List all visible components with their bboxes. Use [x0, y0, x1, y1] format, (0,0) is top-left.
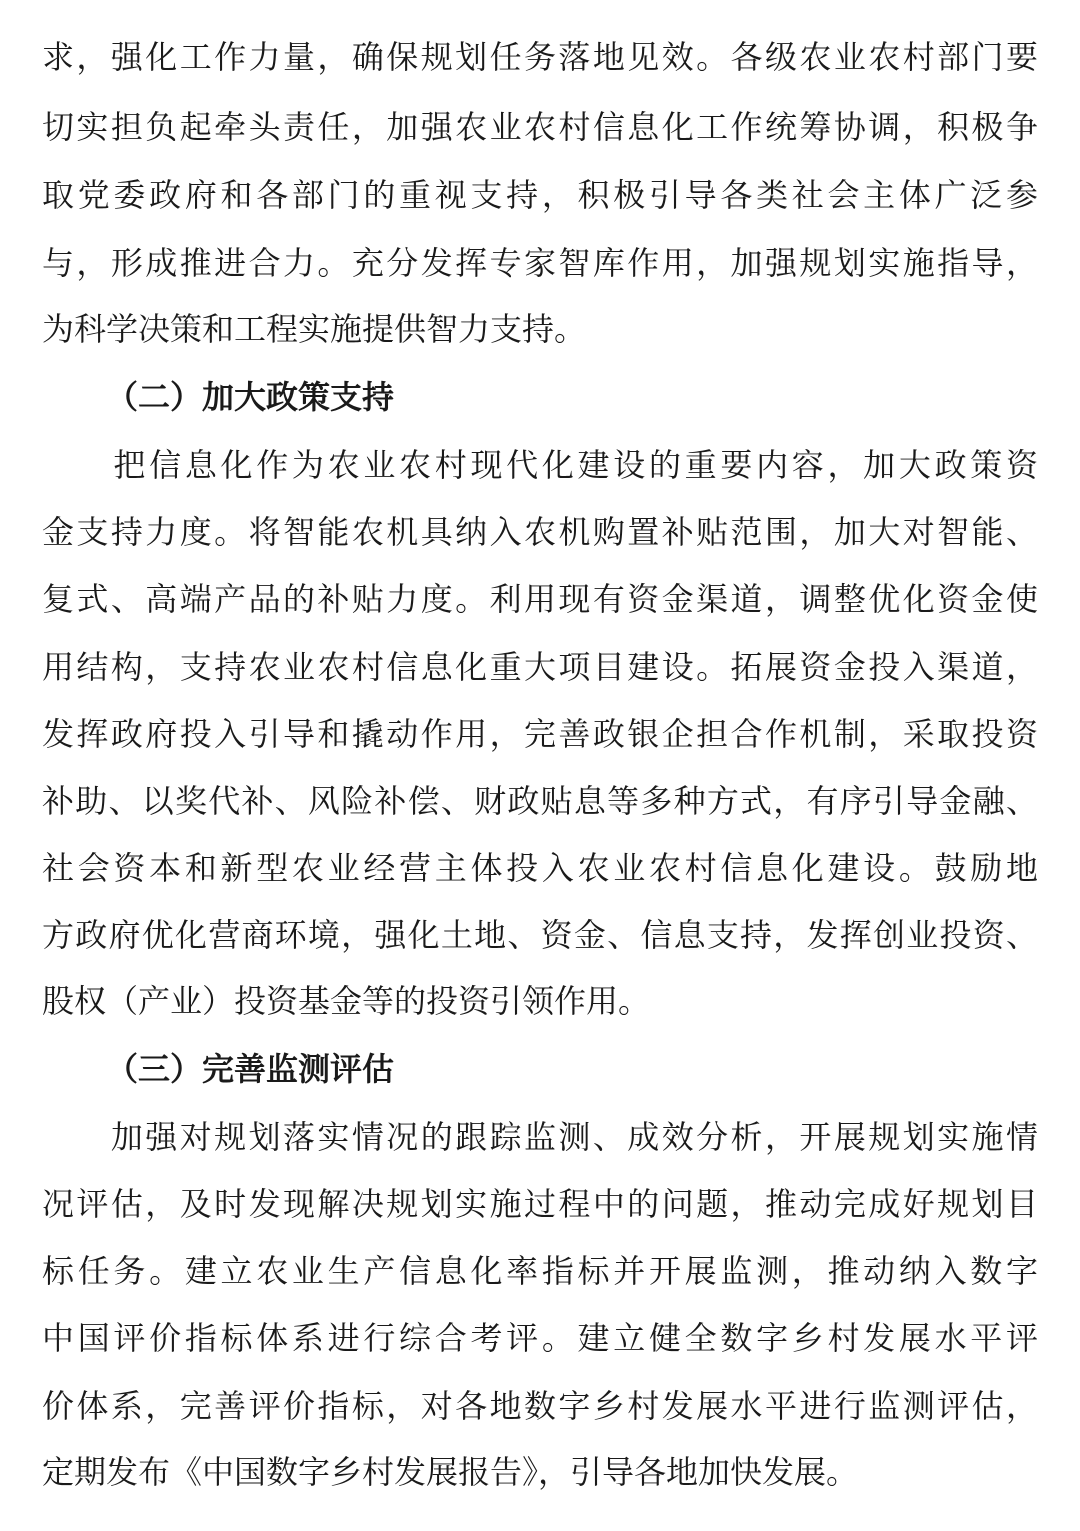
body-text-line: 金支持力度。将智能农机具纳入农机购置补贴范围，加大对智能、: [42, 513, 1038, 551]
body-text-line: 方政府优化营商环境，强化土地、资金、信息支持，发挥创业投资、: [42, 916, 1038, 954]
section-heading-monitoring-evaluation: （三）完善监测评估: [106, 1050, 395, 1088]
body-text-line: 切实担负起牵头责任，加强农业农村信息化工作统筹协调，积极争: [42, 108, 1038, 146]
body-text-line: 加强对规划落实情况的跟踪监测、成效分析，开展规划实施情: [42, 1118, 1038, 1156]
body-text-line: 为科学决策和工程实施提供智力支持。: [42, 310, 587, 348]
body-text-line: 中国评价指标体系进行综合考评。建立健全数字乡村发展水平评: [42, 1319, 1038, 1357]
body-text-line: 用结构，支持农业农村信息化重大项目建设。拓展资金投入渠道，: [42, 648, 1038, 686]
body-text-line: 标任务。建立农业生产信息化率指标并开展监测，推动纳入数字: [42, 1252, 1038, 1290]
body-text-line: 把信息化作为农业农村现代化建设的重要内容，加大政策资: [42, 446, 1038, 484]
body-text-line: 定期发布《中国数字乡村发展报告》，引导各地加快发展。: [42, 1453, 859, 1491]
body-text-line: 发挥政府投入引导和撬动作用，完善政银企担合作机制，采取投资: [42, 715, 1038, 753]
section-heading-policy-support: （二）加大政策支持: [106, 378, 395, 416]
body-text-line: 求，强化工作力量，确保规划任务落地见效。各级农业农村部门要: [42, 38, 1038, 76]
body-text-line: 价体系，完善评价指标，对各地数字乡村发展水平进行监测评估，: [42, 1387, 1038, 1425]
body-text-line: 补助、以奖代补、风险补偿、财政贴息等多种方式，有序引导金融、: [42, 782, 1038, 820]
body-text-line: 社会资本和新型农业经营主体投入农业农村信息化建设。鼓励地: [42, 849, 1038, 887]
body-text-line: 股权（产业）投资基金等的投资引领作用。: [42, 982, 651, 1020]
body-text-line: 与，形成推进合力。充分发挥专家智库作用，加强规划实施指导，: [42, 244, 1038, 282]
body-text-line: 复式、高端产品的补贴力度。利用现有资金渠道，调整优化资金使: [42, 580, 1038, 618]
body-text-line: 取党委政府和各部门的重视支持，积极引导各类社会主体广泛参: [42, 176, 1038, 214]
body-text-line: 况评估，及时发现解决规划实施过程中的问题，推动完成好规划目: [42, 1185, 1038, 1223]
